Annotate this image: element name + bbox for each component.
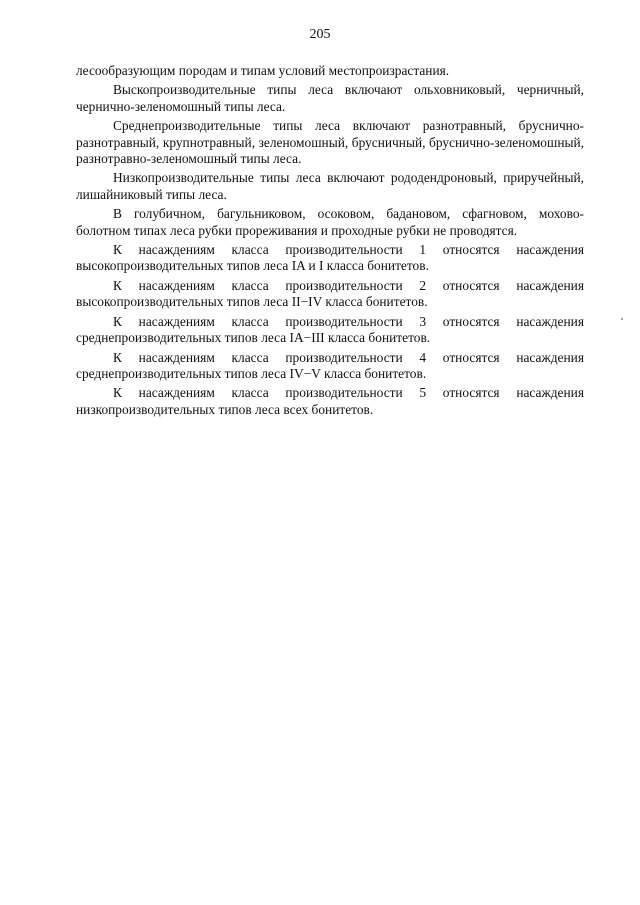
paragraph-8: К насаждениям класса производительности 3 относятся насаждения среднепроизводительных типов леса IA−III класса бонитетов. <box>76 313 584 346</box>
paragraph-2: Выскопроизводительные типы леса включают ольховниковый, черничный, чернично-зеленомошный типы леса. <box>76 82 584 114</box>
paragraph-9: К насаждениям класса производительности 4 относятся насаждения среднепроизводительных типов леса IV−V класса бонитетов. <box>76 349 584 381</box>
scan-speck <box>621 318 623 320</box>
paragraph-4: Низкопроизводительные типы леса включают рододендроновый, приручейный, лишайниковый типы леса. <box>76 170 584 202</box>
paragraph-3: Среднепроизводительные типы леса включают разнотравный, бруснично-разнотравный, крупнотравный, зеленомошный, брусничный, бруснично-зеленомошный, разнотравно-зеленомошный типы леса. <box>76 118 584 167</box>
body-text <box>76 63 584 421</box>
paragraph-6: К насаждениям класса производительности 1 относятся насаждения высокопроизводительных типов леса IA и I класса бонитетов. <box>76 242 584 274</box>
paragraph-10: К насаждениям класса производительности 5 относятся насаждения низкопроизводительных типов леса всех бонитетов. <box>76 385 584 417</box>
paragraph-1: лесообразующим породам и типам условий местопроизрастания. <box>76 63 450 78</box>
paragraph-5: В голубичном, багульниковом, осоковом, бадановом, сфагновом, мохово-болотном типах леса рубки прореживания и проходные рубки не проводятся. <box>76 206 584 238</box>
page-number: 205 <box>309 27 331 42</box>
paragraph-7: К насаждениям класса производительности 2 относятся насаждения высокопроизводительных типов леса II−IV класса бонитетов. <box>76 277 584 310</box>
